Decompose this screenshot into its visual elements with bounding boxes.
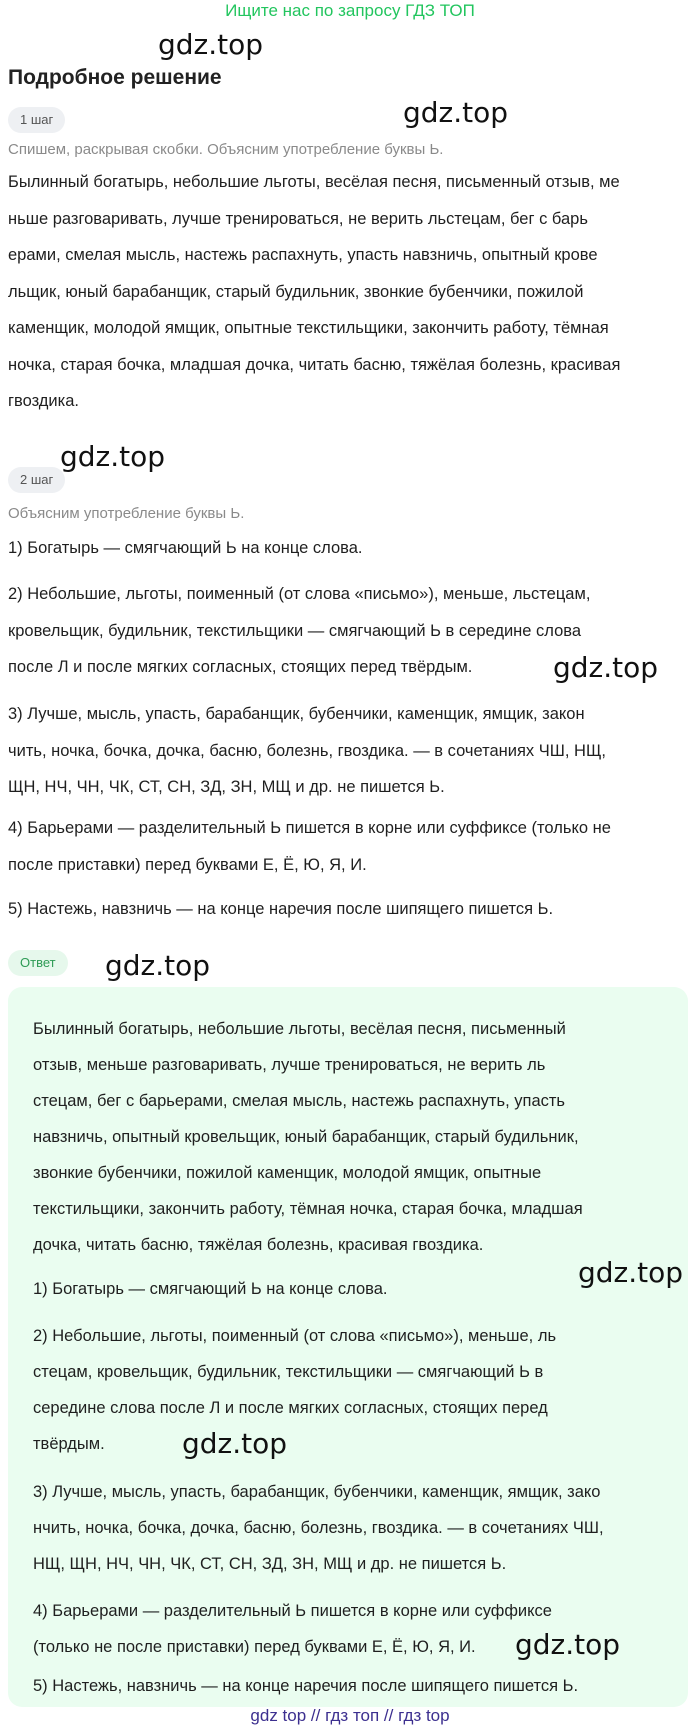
text-line: ЩН, НЧ, ЧН, ЧК, СТ, СН, ЗД, ЗН, МЩ и др. не пишется Ь. [8, 778, 445, 796]
text-line: после Л и после мягких согласных, стоящих перед твёрдым. [8, 658, 473, 676]
text-line: каменщик, молодой ямщик, опытные текстильщики, закончить работу, тёмная [8, 319, 609, 337]
text-line: после приставки) перед буквами Е, Ё, Ю, Я, И. [8, 855, 367, 874]
answer-badge: Ответ [8, 950, 68, 976]
text-line: кровельщик, будильник, текстильщики — смягчающий Ь в середине слова [8, 621, 582, 640]
text-line: льщик, юный барабанщик, старый будильник, звонкие бубенчики, пожилой [8, 282, 584, 301]
watermark: gdz.top [578, 1256, 684, 1289]
watermark: gdz.top [553, 651, 659, 684]
answer-point-2: 2) Небольшие, льготы, поименный (от слова «письмо»), меньше, ль [33, 1327, 557, 1345]
step-2-point-4 [8, 810, 692, 883]
step-1-text [8, 164, 692, 420]
answer-line: навзничь, опытный кровельщик, юный барабанщик, старый будильник, [33, 1128, 579, 1146]
step-1-note: Спишем, раскрывая скобки. Объясним употребление буквы Ь. [8, 141, 444, 158]
text-line: 2) Небольшие, льготы, поименный (от слова «письмо»), меньше, льстецам, [8, 585, 591, 603]
text-line: 3) Лучше, мысль, упасть, барабанщик, бубенчики, каменщик, ямщик, закон [8, 705, 585, 723]
answer-point-3: НЩ, ЩН, НЧ, ЧН, ЧК, СТ, СН, ЗД, ЗН, МЩ и др. не пишется Ь. [33, 1555, 507, 1573]
step-2-point-5: 5) Настежь, навзничь — на конце наречия после шипящего пишется Ь. [8, 900, 554, 918]
answer-line: Былинный богатырь, небольшие льготы, весёлая песня, письменный [33, 1020, 566, 1038]
text-line: ночка, старая бочка, младшая дочка, читать басню, тяжёлая болезнь, красивая [8, 355, 621, 374]
text-line: гвоздика. [8, 392, 79, 410]
text-line: чить, ночка, бочка, дочка, басню, болезнь, гвоздика. — в сочетаниях ЧШ, НЩ, [8, 741, 607, 760]
watermark: gdz.top [60, 440, 166, 473]
search-banner: Ищите нас по запросу ГДЗ ТОП [225, 1, 475, 20]
step-2-point-1: 1) Богатырь — смягчающий Ь на конце слова. [8, 539, 363, 557]
text-line: ньше разговаривать, лучше тренироваться, не верить льстецам, бег с барь [8, 209, 588, 228]
answer-point-4: 4) Барьерами — разделительный Ь пишется в корне или суффиксе [33, 1602, 552, 1620]
step-2-badge: 2 шаг [8, 467, 65, 493]
answer-line: дочка, читать басню, тяжёлая болезнь, красивая гвоздика. [33, 1236, 484, 1254]
footer-links[interactable]: gdz top // гдз топ // гдз top [250, 1706, 450, 1725]
answer-line: текстильщики, закончить работу, тёмная ночка, старая бочка, младшая [33, 1200, 583, 1218]
answer-point-2: середине слова после Л и после мягких согласных, стоящих перед [33, 1399, 548, 1417]
text-line: Былинный богатырь, небольшие льготы, весёлая песня, письменный отзыв, ме [8, 173, 620, 191]
answer-point-3: 3) Лучше, мысль, упасть, барабанщик, бубенчики, каменщик, ямщик, зако [33, 1483, 601, 1501]
watermark: gdz.top [105, 949, 211, 982]
answer-point-2: стецам, кровельщик, будильник, текстильщики — смягчающий Ь в [33, 1363, 544, 1381]
answer-line: отзыв, меньше разговаривать, лучше тренироваться, не верить ль [33, 1056, 546, 1074]
section-heading: Подробное решение [8, 66, 222, 89]
watermark: gdz.top [182, 1427, 288, 1460]
answer-line: стецам, бег с барьерами, смелая мысль, настежь распахнуть, упасть [33, 1092, 566, 1110]
answer-point-5: 5) Настежь, навзничь — на конце наречия после шипящего пишется Ь. [33, 1677, 579, 1695]
step-2-point-3 [8, 696, 692, 806]
answer-point-2: твёрдым. [33, 1435, 105, 1453]
text-line: 4) Барьерами — разделительный Ь пишется в корне или суффиксе (только не [8, 819, 611, 837]
answer-point-4: (только не после приставки) перед буквами Е, Ё, Ю, Я, И. [33, 1638, 476, 1656]
step-2-note: Объясним употребление буквы Ь. [8, 505, 245, 522]
answer-point-1: 1) Богатырь — смягчающий Ь на конце слова. [33, 1280, 388, 1298]
step-1-badge: 1 шаг [8, 107, 65, 133]
answer-line: звонкие бубенчики, пожилой каменщик, молодой ямщик, опытные [33, 1164, 542, 1182]
answer-point-3: нчить, ночка, бочка, дочка, басню, болезнь, гвоздика. — в сочетаниях ЧШ, [33, 1519, 604, 1537]
watermark: gdz.top [158, 28, 264, 61]
watermark: gdz.top [515, 1628, 621, 1661]
watermark: gdz.top [403, 96, 509, 129]
text-line: ерами, смелая мысль, настежь распахнуть, упасть навзничь, опытный крове [8, 246, 598, 264]
